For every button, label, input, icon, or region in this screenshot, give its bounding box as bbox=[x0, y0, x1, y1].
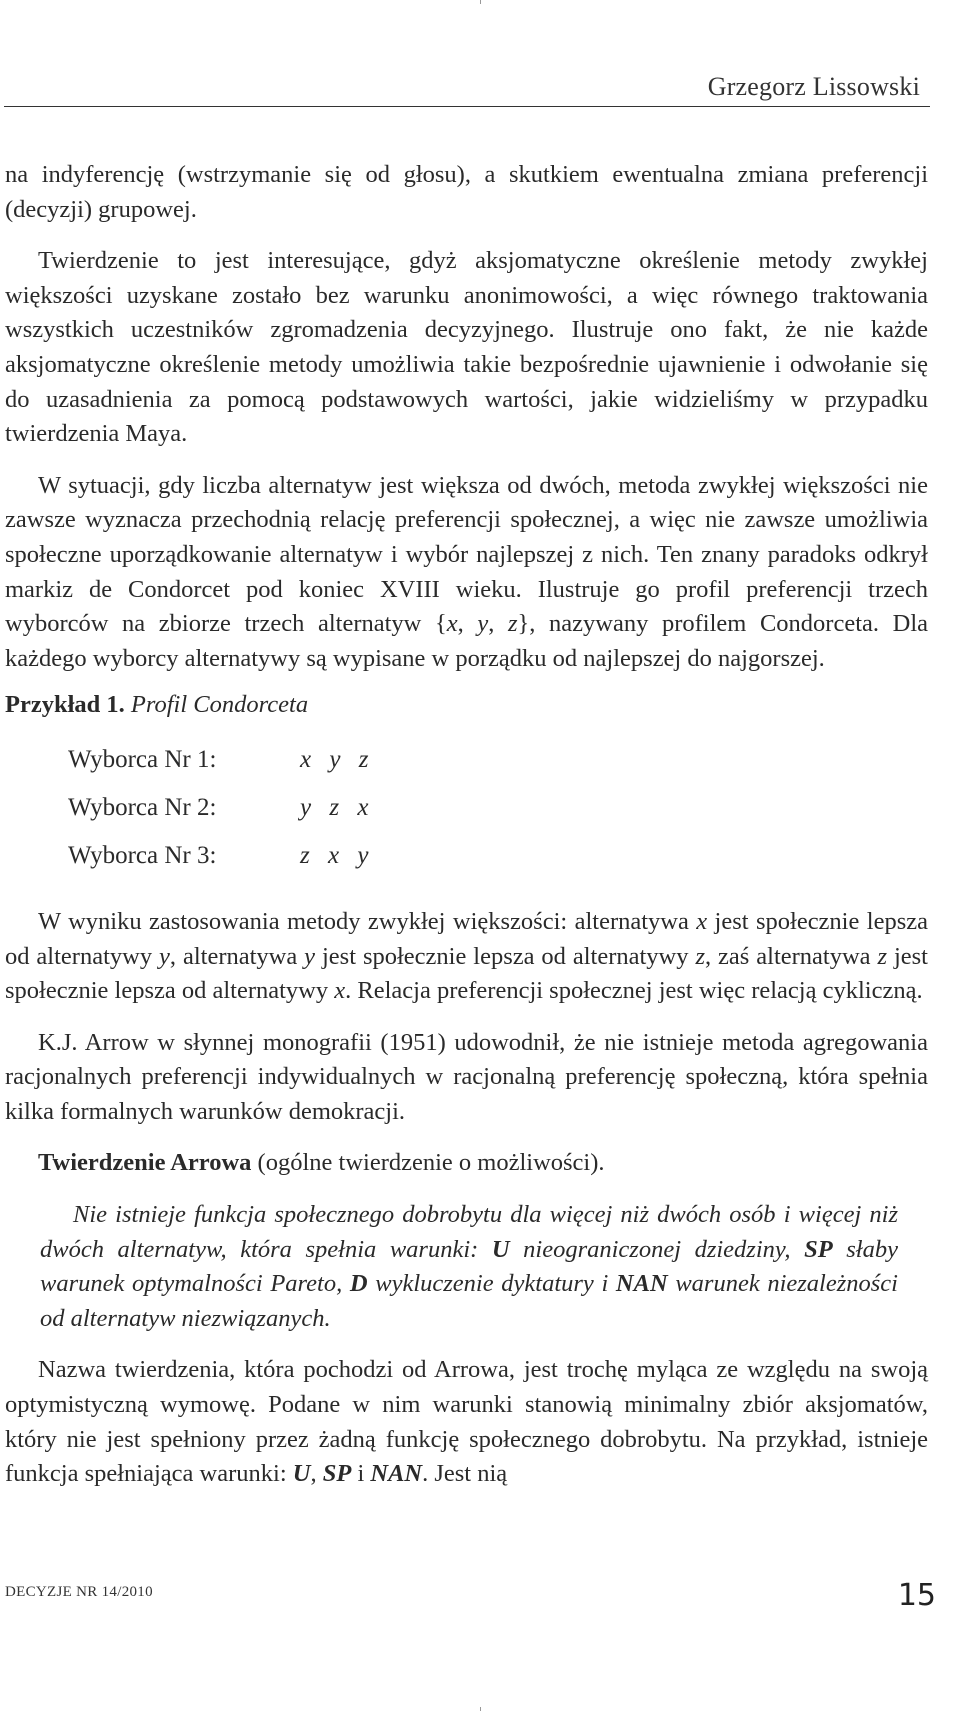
body-text bbox=[5, 158, 928, 1492]
text-run: Nie istnieje funkcja społecznego dobrobytu dla więcej niż dwóch osób i więcej niż dwóch alternatyw, która spełnia warunki: bbox=[40, 1201, 898, 1263]
voter-ranking: y z x bbox=[300, 793, 375, 821]
profile-row bbox=[5, 791, 928, 839]
paragraph-anonymity: Twierdzenie to jest interesujące, gdyż aksjomatyczne określenie metody zwykłej większości uzyskane zostało bez warunku anonimowości, a więc równego traktowania wszystkich uczestników zgromadzenia decyzyjnego. Ilustruje ono fakt, że nie każde aksjomatyczne określenie metody umożliwia takie bezpośrednie ujawnienie i odwołanie się do uzasadnienia za pomocą podstawowych wartości, jakie widzieliśmy w przypadku twierdzenia Maya. bbox=[5, 247, 928, 448]
condition-nan: NAN bbox=[615, 1270, 668, 1298]
text-run: jest społecznie lepsza od alternatywy bbox=[315, 942, 696, 970]
text-run: . Relacja preferencji społecznej jest więc relacją cykliczną. bbox=[345, 977, 923, 1005]
crop-mark-bottom bbox=[480, 1707, 481, 1711]
var-y: y bbox=[159, 942, 170, 970]
theorem-label: Twierdzenie Arrowa bbox=[38, 1149, 252, 1177]
var-z: z bbox=[695, 942, 705, 970]
text-run: , bbox=[457, 610, 478, 638]
running-header-author: Grzegorz Lissowski bbox=[707, 72, 920, 101]
theorem-statement bbox=[5, 1198, 928, 1336]
profile-row bbox=[5, 839, 928, 887]
voter-label: Wyborca Nr 1: bbox=[68, 745, 217, 773]
paragraph-name-misleading bbox=[5, 1353, 928, 1491]
text-run: słaby warunek optymalności Pareto, bbox=[40, 1235, 898, 1298]
var-z: z bbox=[507, 610, 518, 638]
text-run: , zaś alternatywa bbox=[704, 942, 878, 970]
condition-d: D bbox=[349, 1270, 368, 1298]
text-run: jest społecznie lepsza od alternatywy bbox=[5, 907, 928, 970]
footer-journal-issue: DECYZJE NR 14/2010 bbox=[5, 1584, 153, 1600]
header-rule bbox=[4, 106, 930, 107]
text-run: Nazwa twierdzenia, która pochodzi od Arrowa, jest trochę myląca ze względu na swoją optymistyczną wymowę. Podane w nim warunki stanowią minimalny zbiór aksjomatów, który nie jest spełniony przez żadną funkcję społecznego dobrobytu. Na przykład, istnieje funkcja spełniająca warunki: bbox=[5, 1356, 928, 1488]
text-run: W sytuacji, gdy liczba alternatyw jest większa od dwóch, metoda zwykłej większości nie zawsze wyznacza przechodnią relację preferencji społecznej, a więc nie zawsze umożliwia społeczne uporządkowanie alternatyw i wybór najlepszej z nich. Ten znany paradoks odkrył markiz de Condorcet pod koniec XVIII wieku. Ilustruje go profil preferencji trzech wyborców na zbiorze trzech alternatyw { bbox=[5, 471, 928, 638]
paragraph-cycle bbox=[5, 905, 928, 1009]
text-run: . Jest nią bbox=[422, 1460, 508, 1488]
condition-u: U bbox=[292, 1460, 311, 1488]
var-y: y bbox=[304, 942, 316, 970]
condition-nan: NAN bbox=[370, 1460, 423, 1488]
text-run: wykluczenie dyktatury i bbox=[367, 1270, 616, 1298]
example-heading bbox=[5, 688, 928, 723]
text-run: i bbox=[351, 1460, 371, 1488]
example-label: Przykład 1. bbox=[5, 691, 125, 719]
var-z: z bbox=[877, 942, 888, 970]
paragraph-condorcet-intro bbox=[5, 469, 928, 677]
text-run: , bbox=[488, 610, 508, 638]
crop-mark-top bbox=[480, 0, 481, 4]
text-run: jest społecznie lepsza od alternatywy bbox=[5, 942, 928, 1005]
var-x: x bbox=[446, 610, 458, 638]
text-run: W wyniku zastosowania metody zwykłej większości: alternatywa bbox=[38, 907, 697, 935]
condition-sp: SP bbox=[322, 1460, 352, 1488]
text-run: warunek niezależności od alternatyw niezwiązanych. bbox=[40, 1270, 898, 1332]
condition-sp: SP bbox=[804, 1235, 833, 1263]
voter-ranking: x y z bbox=[300, 745, 375, 773]
voter-ranking: z x y bbox=[300, 841, 375, 869]
voter-label: Wyborca Nr 3: bbox=[68, 841, 217, 869]
voter-label: Wyborca Nr 2: bbox=[68, 793, 217, 821]
var-y: y bbox=[477, 610, 489, 638]
condition-u: U bbox=[491, 1235, 510, 1263]
text-run: , alternatywa bbox=[169, 942, 305, 970]
page-number: 15 bbox=[897, 1578, 936, 1613]
profile-row bbox=[5, 743, 928, 791]
theorem-heading bbox=[5, 1146, 928, 1181]
text-run: nieograniczonej dziedziny, bbox=[509, 1235, 805, 1263]
var-x: x bbox=[334, 977, 346, 1005]
var-x: x bbox=[696, 907, 708, 935]
condorcet-profile-table bbox=[5, 743, 928, 887]
example-title: Profil Condorceta bbox=[124, 691, 309, 719]
text-run: , bbox=[310, 1460, 323, 1488]
paragraph-continuation: na indyferencję (wstrzymanie się od głosu), a skutkiem ewentualna zmiana preferencji (decyzji) grupowej. bbox=[5, 161, 928, 223]
paragraph-arrow: K.J. Arrow w słynnej monografii (1951) udowodnił, że nie istnieje metoda agregowania racjonalnych preferencji indywidualnych w racjonalną preferencję społeczną, która spełnia kilka formalnych warunków demokracji. bbox=[5, 1028, 928, 1125]
theorem-subtitle: (ogólne twierdzenie o możliwości). bbox=[251, 1149, 605, 1177]
text-run: }, nazywany profilem Condorceta. Dla każdego wyborcy alternatywy są wypisane w porządku od najlepszej do najgorszej. bbox=[5, 610, 929, 672]
